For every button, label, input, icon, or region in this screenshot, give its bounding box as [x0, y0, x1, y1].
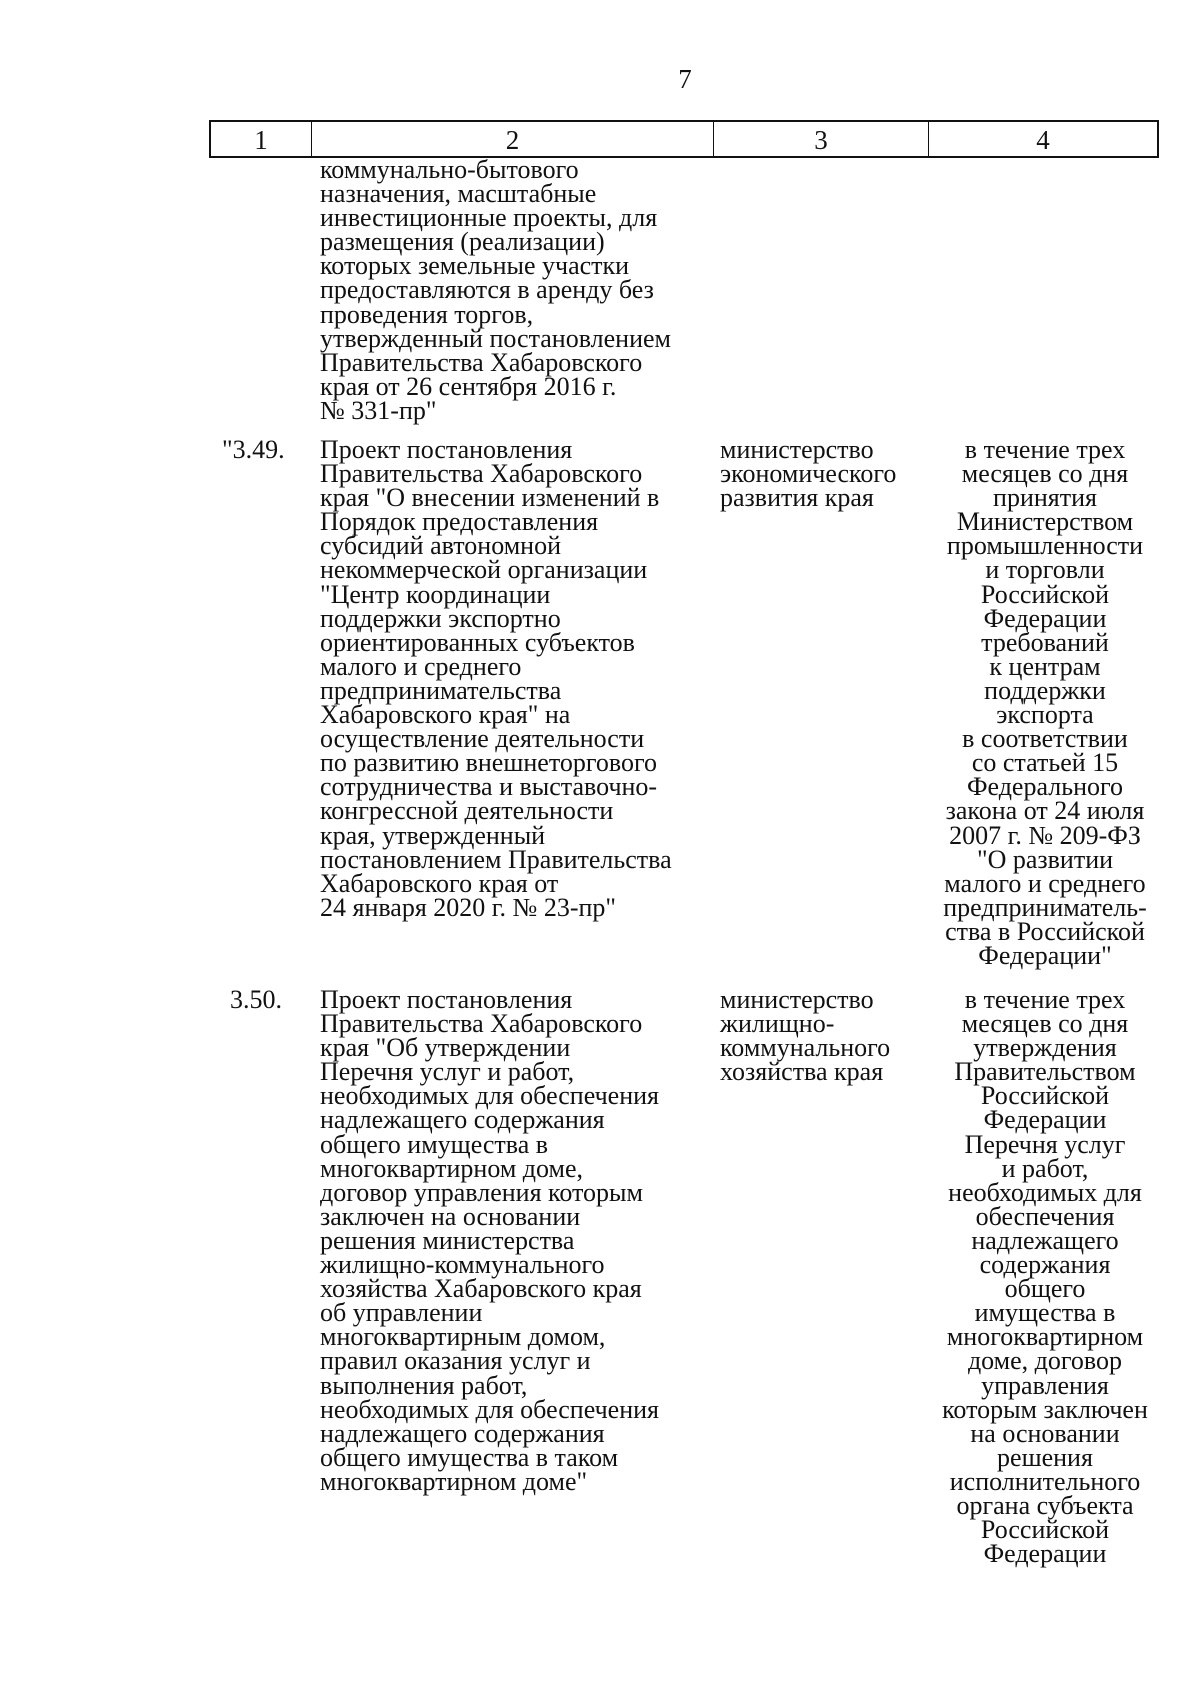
row-number: 3.50.: [230, 985, 282, 1014]
row-number: "3.49.: [222, 435, 285, 464]
header-col-1: 1: [211, 122, 312, 156]
header-col-2: 2: [312, 122, 714, 156]
page-number: 7: [678, 64, 692, 94]
row-description: Проект постановления Правительства Хабаровского края "Об утверждении Перечня услуг и работ, необходимых для обеспечения надлежащего содержания общего имущества в многоквартирном доме, договор управления которым заключен на основании решения министерства жилищно-коммунального хозяйства Хабаровского края об управлении многоквартирным домом, правил оказания услуг и выполнения работ, необходимых для обеспечения надлежащего содержания общего имущества в таком многоквартирном доме": [320, 985, 660, 1496]
table-header-row: [209, 120, 1159, 158]
header-col-3: 3: [714, 122, 929, 156]
row-term: в течение трех месяцев со дня принятия Министерством промышленности и торговли Российской Федерации требований к центрам поддержки экспорта в соответствии со статьей 15 Федерального закона от 24 июля 2007 г. № 209-ФЗ "О развитии малого и среднего предприниматель- ства в Российской Федерации": [943, 435, 1147, 970]
row-description: Проект постановления Правительства Хабаровского края "О внесении изменений в Порядок предоставления субсидий автономной некоммерческой организации "Центр координации поддержки экспортно ориентированных субъектов малого и среднего предпринимательства Хабаровского края" на осуществление деятельности по развитию внешнеторгового сотрудничества и выставочно- конгрессной деятельности края, утвержденный постановлением Правительства Хабаровского края от 24 января 2020 г. № 23-пр": [320, 435, 672, 922]
continued-description: коммунально-бытового назначения, масштабные инвестиционные проекты, для размещения (реализации) которых земельные участки предоставляются в аренду без проведения торгов, утвержденный постановлением Правительства Хабаровского края от 26 сентября 2016 г. № 331-пр": [320, 155, 671, 425]
header-col-4: 4: [1036, 125, 1050, 155]
row-responsible: министерство жилищно- коммунального хозяйства края: [720, 985, 891, 1087]
row-term: в течение трех месяцев со дня утверждения Правительством Российской Федерации Перечня услуг и работ, необходимых для обеспечения надлежащего содержания общего имущества в многоквартирном доме, договор управления которым заключен на основании решения исполнительного органа субъекта Российской Федерации: [942, 985, 1148, 1569]
row-responsible: министерство экономического развития края: [720, 435, 897, 513]
